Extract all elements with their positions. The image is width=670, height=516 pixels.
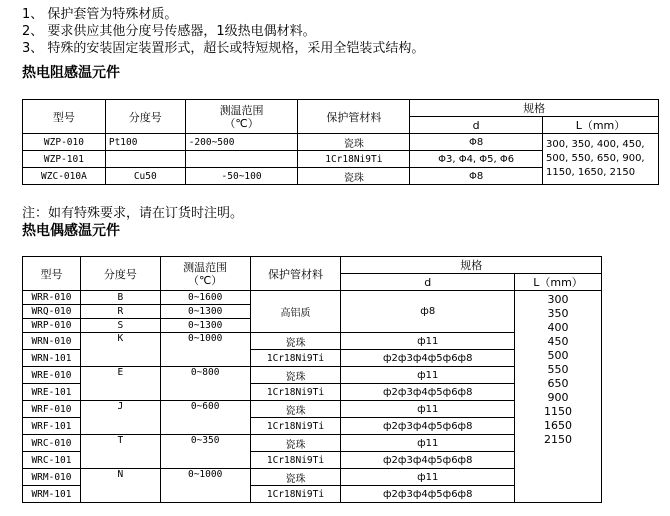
tc-lengths [515, 291, 602, 503]
tc-r6-model: WRE-101 [23, 384, 81, 401]
tc-r7-range: 0~600 [160, 401, 250, 435]
tc-r9-tube: 瓷珠 [250, 435, 341, 452]
tc-r0-grad: B [80, 291, 160, 305]
tc-r1-model: WRQ-010 [23, 305, 81, 319]
tc-r10-d: ф2ф3ф4ф5ф6ф8 [341, 452, 515, 469]
tc-r3-d: ф11 [341, 333, 515, 350]
tc-r3-tube: 瓷珠 [250, 333, 341, 350]
tc-r7-d: ф11 [341, 401, 515, 418]
tc-r0-range: 0~1600 [160, 291, 250, 305]
tc-top-tube: 高铝质 [250, 291, 341, 333]
tc-len-8: 1150 [544, 405, 573, 418]
tc-r6-d: ф2ф3ф4ф5ф6ф8 [341, 384, 515, 401]
tc-r6-tube: 1Cr18Ni9Ti [250, 384, 341, 401]
tc-r7-tube: 瓷珠 [250, 401, 341, 418]
tc-r7-grad: J [80, 401, 160, 435]
rtd-h-grad: 分度号 [105, 100, 185, 134]
tc-len-4: 500 [547, 349, 569, 362]
tc-h-range [160, 257, 250, 291]
rtd-r0-range: -200~500 [185, 134, 298, 151]
tc-len-7: 900 [547, 391, 569, 404]
tc-r8-tube: 1Cr18Ni9Ti [250, 418, 341, 435]
rtd-h-range [185, 100, 298, 134]
rtd-len-0: 300, 350, 400, 450, [546, 139, 645, 150]
tc-r10-tube: 1Cr18Ni9Ti [250, 452, 341, 469]
tc-len-3: 450 [547, 335, 569, 348]
tc-r12-tube: 1Cr18Ni9Ti [250, 486, 341, 503]
tc-len-2: 400 [547, 321, 569, 334]
tc-h-spec: 规格 [341, 257, 602, 274]
rtd-r2-range: -50~100 [185, 168, 298, 185]
rtd-h-L: L（mm） [543, 117, 659, 134]
note-1: 1、 保护套管为特殊材质。 [22, 7, 178, 22]
tc-r8-d: ф2ф3ф4ф5ф6ф8 [341, 418, 515, 435]
rtd-r1-model: WZP-101 [23, 151, 106, 168]
rtd-r1-tube: 1Cr18Ni9Ti [298, 151, 410, 168]
tc-h-model: 型号 [23, 257, 81, 291]
rtd-r2-tube: 瓷珠 [298, 168, 410, 185]
tc-len-10: 2150 [544, 433, 573, 446]
tc-r4-tube: 1Cr18Ni9Ti [250, 350, 341, 367]
tc-r11-model: WRM-010 [23, 469, 81, 486]
rtd-table [22, 99, 659, 185]
rtd-r2-model: WZC-010A [23, 168, 106, 185]
tc-r2-grad: S [80, 319, 160, 333]
rtd-h-range-2: （℃） [224, 116, 259, 130]
tc-r9-grad: T [80, 435, 160, 469]
tc-r2-range: 0~1300 [160, 319, 250, 333]
tc-r12-model: WRM-101 [23, 486, 81, 503]
rtd-h-model: 型号 [23, 100, 106, 134]
tc-len-0: 300 [547, 293, 569, 306]
tc-r2-model: WRP-010 [23, 319, 81, 333]
rtd-h-tube: 保护管材料 [298, 100, 410, 134]
tc-r1-grad: R [80, 305, 160, 319]
tc-len-5: 550 [547, 363, 569, 376]
tc-r11-tube: 瓷珠 [250, 469, 341, 486]
rtd-r2-d: Φ8 [410, 168, 543, 185]
tc-r3-model: WRN-010 [23, 333, 81, 350]
rtd-r1-d: Φ3, Φ4, Φ5, Φ6 [410, 151, 543, 168]
tc-h-range-2: （℃） [187, 273, 223, 287]
rtd-h-spec: 规格 [410, 100, 659, 117]
tc-len-9: 1650 [544, 419, 573, 432]
tc-table [22, 256, 602, 503]
tc-r1-range: 0~1300 [160, 305, 250, 319]
tc-r11-grad: N [80, 469, 160, 503]
tc-r5-range: 0~800 [160, 367, 250, 401]
notes [22, 6, 424, 57]
rtd-r0-d: Φ8 [410, 134, 543, 151]
tc-r10-model: WRC-101 [23, 452, 81, 469]
tc-len-6: 650 [547, 377, 569, 390]
tc-top-d: ф8 [341, 291, 515, 333]
tc-r8-model: WRF-101 [23, 418, 81, 435]
tc-r11-range: 0~1000 [160, 469, 250, 503]
rtd-r0-model: WZP-010 [23, 134, 106, 151]
rtd-r0-tube: 瓷珠 [298, 134, 410, 151]
rtd-title: 热电阻感温元件 [22, 65, 120, 81]
rtd-len-1: 500, 550, 650, 900, [546, 153, 645, 164]
note-2: 2、 要求供应其他分度号传感器，1级热电偶材料。 [22, 24, 316, 39]
note-3: 3、 特殊的安装固定装置形式，超长或特短规格，采用全铠装式结构。 [22, 41, 425, 56]
rtd-len-2: 1150, 1650, 2150 [546, 167, 636, 178]
tc-r9-d: ф11 [341, 435, 515, 452]
tc-r5-grad: E [80, 367, 160, 401]
tc-h-tube: 保护管材料 [250, 257, 341, 291]
tc-r9-range: 0~350 [160, 435, 250, 469]
tc-r11-d: ф11 [341, 469, 515, 486]
tc-title: 热电偶感温元件 [22, 223, 120, 239]
tc-h-d: d [341, 274, 515, 291]
tc-h-L: L（mm） [515, 274, 602, 291]
rtd-h-range-1: 测温范围 [219, 103, 264, 117]
tc-h-grad: 分度号 [80, 257, 160, 291]
tc-len-1: 350 [547, 307, 569, 320]
tc-r12-d: ф2ф3ф4ф5ф6ф8 [341, 486, 515, 503]
rtd-r2-grad: Cu50 [105, 168, 185, 185]
tc-r9-model: WRC-010 [23, 435, 81, 452]
tc-r5-tube: 瓷珠 [250, 367, 341, 384]
rtd-r1-range [185, 151, 298, 168]
rtd-lengths [543, 134, 659, 185]
remark: 注：如有特殊要求，请在订货时注明。 [22, 206, 244, 221]
tc-r3-range: 0~1000 [160, 333, 250, 367]
tc-r5-model: WRE-010 [23, 367, 81, 384]
tc-r4-d: ф2ф3ф4ф5ф6ф8 [341, 350, 515, 367]
tc-r7-model: WRF-010 [23, 401, 81, 418]
tc-r3-grad: K [80, 333, 160, 367]
tc-r5-d: ф11 [341, 367, 515, 384]
rtd-r0-grad: Pt100 [105, 134, 185, 151]
tc-r0-model: WRR-010 [23, 291, 81, 305]
tc-r4-model: WRN-101 [23, 350, 81, 367]
rtd-r1-grad [105, 151, 185, 168]
rtd-h-d: d [410, 117, 543, 134]
tc-h-range-1: 测温范围 [183, 260, 228, 274]
